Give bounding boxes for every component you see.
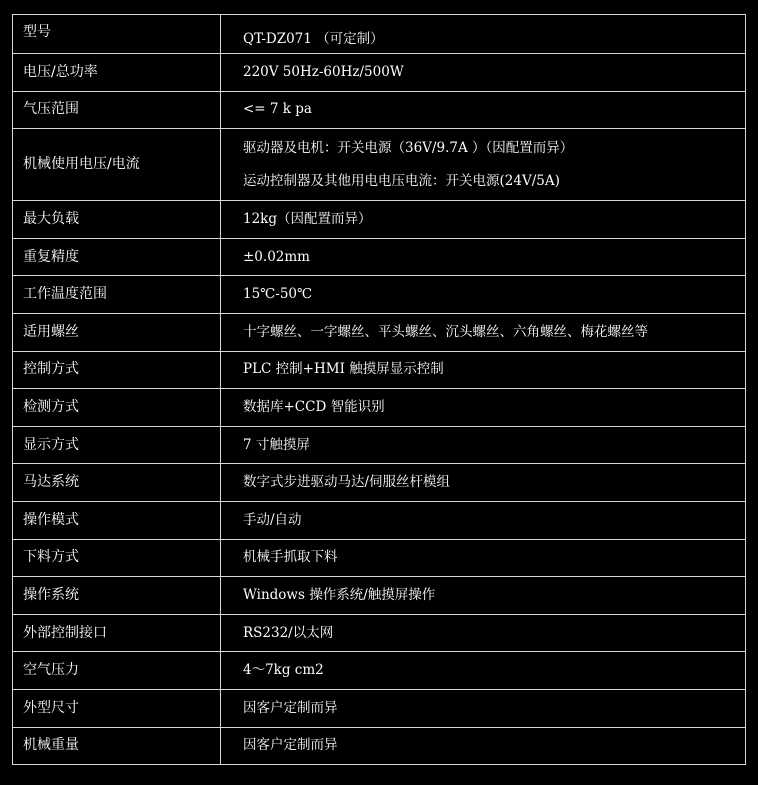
row-value — [221, 129, 746, 201]
row-value-text: 机械手抓取下料 — [243, 549, 338, 566]
table-row-applicable-screws — [13, 313, 746, 351]
table-row-detection-method — [13, 389, 746, 427]
row-label: 显示方式 — [13, 426, 221, 464]
table-row-repeat-accuracy — [13, 238, 746, 276]
row-label: 电压/总功率 — [13, 54, 221, 92]
row-value-text: 因客户定制而异 — [243, 737, 338, 754]
row-value — [221, 577, 746, 615]
row-value — [221, 313, 746, 351]
row-value — [221, 389, 746, 427]
table-row-max-load — [13, 201, 746, 239]
row-value-text: RS232/以太网 — [243, 624, 334, 641]
row-value-text: 运动控制器及其他用电电压电流：开关电源(24V/5A) — [243, 172, 560, 189]
row-value — [221, 426, 746, 464]
row-value-text: 7 寸触摸屏 — [243, 436, 310, 453]
row-label: 型号 — [13, 15, 221, 54]
row-value — [221, 238, 746, 276]
row-label: 下料方式 — [13, 539, 221, 577]
table-row-machine-voltage-current — [13, 129, 746, 201]
row-value — [221, 276, 746, 314]
table-row-operating-system — [13, 577, 746, 615]
row-value-text: 220V 50Hz-60Hz/500W — [243, 63, 404, 80]
table-row-voltage-power — [13, 54, 746, 92]
row-value-text: <= 7 k pa — [243, 101, 312, 118]
row-value-text: 12kg（因配置而异） — [243, 210, 372, 227]
row-value-text: 因客户定制而异 — [243, 699, 338, 716]
row-value-text: ±0.02mm — [243, 248, 310, 265]
row-label: 重复精度 — [13, 238, 221, 276]
table-row-unloading-method — [13, 539, 746, 577]
row-value — [221, 351, 746, 389]
row-value-text: 驱动器及电机：开关电源（36V/9.7A ）（因配置而异） — [243, 139, 574, 156]
table-row-machine-weight — [13, 727, 746, 765]
table-row-model — [13, 15, 746, 54]
table-row-motor-system — [13, 464, 746, 502]
row-label: 最大负载 — [13, 201, 221, 239]
row-value — [221, 501, 746, 539]
table-row-operating-temperature — [13, 276, 746, 314]
row-value — [221, 54, 746, 92]
row-value-text: 手动/自动 — [243, 511, 302, 528]
row-value — [221, 464, 746, 502]
row-value — [221, 727, 746, 765]
table-row-dimensions — [13, 689, 746, 727]
row-label: 检测方式 — [13, 389, 221, 427]
row-value — [221, 91, 746, 129]
table-row-display-method — [13, 426, 746, 464]
row-value — [221, 689, 746, 727]
row-value-text: 4～7kg cm2 — [243, 662, 324, 679]
row-value — [221, 201, 746, 239]
row-label: 马达系统 — [13, 464, 221, 502]
table-row-operation-mode — [13, 501, 746, 539]
spec-table — [12, 14, 746, 765]
table-row-external-interface — [13, 614, 746, 652]
row-label: 工作温度范围 — [13, 276, 221, 314]
row-value-text: 十字螺丝、一字螺丝、平头螺丝、沉头螺丝、六角螺丝、梅花螺丝等 — [243, 323, 648, 340]
row-value — [221, 539, 746, 577]
row-label: 外部控制接口 — [13, 614, 221, 652]
row-value-text: 数据库+CCD 智能识别 — [243, 398, 385, 415]
row-label: 机械使用电压/电流 — [13, 129, 221, 201]
row-value-text: QT-DZ071 （可定制） — [243, 31, 384, 47]
row-value-text: PLC 控制+HMI 触摸屏显示控制 — [243, 361, 444, 378]
row-label: 气压范围 — [13, 91, 221, 129]
row-value-text: 15℃-50℃ — [243, 286, 313, 303]
row-label: 空气压力 — [13, 652, 221, 690]
row-label: 机械重量 — [13, 727, 221, 765]
row-value — [221, 652, 746, 690]
row-value — [221, 15, 746, 54]
table-row-control-method — [13, 351, 746, 389]
row-label: 外型尺寸 — [13, 689, 221, 727]
row-value-text: 数字式步进驱动马达/伺服丝杆模组 — [243, 474, 451, 491]
table-row-air-pressure — [13, 652, 746, 690]
row-value — [221, 614, 746, 652]
row-label: 控制方式 — [13, 351, 221, 389]
table-row-air-pressure-range — [13, 91, 746, 129]
row-label: 适用螺丝 — [13, 313, 221, 351]
row-value-text: Windows 操作系统/触摸屏操作 — [243, 586, 436, 603]
row-label: 操作模式 — [13, 501, 221, 539]
row-label: 操作系统 — [13, 577, 221, 615]
